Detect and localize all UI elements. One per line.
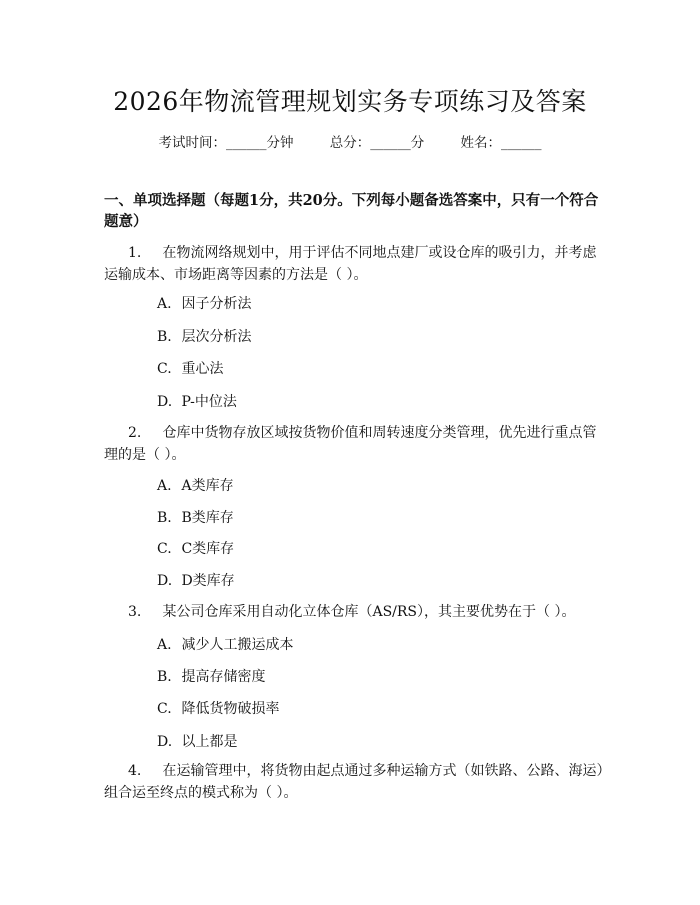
question-number: 3.	[128, 604, 142, 620]
option-text: C类库存	[181, 541, 235, 557]
question-4	[104, 760, 604, 804]
option-3a	[157, 634, 293, 654]
section-heading: 一、单项选择题（每题1分，共20分。下列每小题备选答案中，只有一个符合题意）	[104, 192, 599, 230]
option-1a	[157, 293, 251, 313]
option-text: 提高存储密度	[181, 669, 266, 685]
option-2a	[157, 475, 234, 495]
total-score-field: 总分：______分	[329, 135, 425, 151]
option-3b	[157, 666, 265, 686]
question-text: 在物流网络规划中，用于评估不同地点建厂或设仓库的吸引力，并考虑运输成本、市场距离等因素的方法是（ ）。	[104, 245, 597, 283]
question-text: 仓库中货物存放区域按货物价值和周转速度分类管理，优先进行重点管理的是（ ）。	[104, 425, 597, 463]
option-letter: A.	[157, 296, 172, 312]
option-2b	[157, 507, 234, 527]
option-letter: D.	[157, 573, 173, 589]
option-text: 降低货物破损率	[181, 701, 280, 717]
option-letter: B.	[157, 329, 172, 345]
exam-info	[0, 131, 700, 151]
option-text: 重心法	[181, 361, 224, 377]
option-text: 因子分析法	[181, 296, 252, 312]
option-letter: C.	[157, 541, 172, 557]
option-letter: C.	[157, 701, 172, 717]
document-title: 2026年物流管理规划实务专项练习及答案	[113, 87, 587, 116]
question-number: 4.	[128, 763, 142, 779]
option-3c	[157, 698, 279, 718]
option-2c	[157, 538, 234, 558]
question-3	[104, 601, 604, 623]
question-text: 在运输管理中，将货物由起点通过多种运输方式（如铁路、公路、海运）组合运至终点的模式称为（ ）。	[104, 763, 604, 801]
question-number: 1.	[128, 245, 142, 261]
option-text: P-中位法	[181, 394, 237, 410]
option-1c	[157, 358, 223, 378]
question-2	[104, 422, 604, 466]
option-text: 以上都是	[181, 734, 238, 750]
option-letter: B.	[157, 669, 172, 685]
name-field: 姓名：______	[460, 135, 542, 151]
option-letter: A.	[157, 478, 172, 494]
question-1	[104, 242, 604, 286]
option-text: A类库存	[181, 478, 234, 494]
option-1b	[157, 326, 251, 346]
option-2d	[157, 570, 235, 590]
exam-time-field: 考试时间：______分钟	[158, 135, 294, 151]
question-number: 2.	[128, 425, 142, 441]
option-text: B类库存	[181, 510, 234, 526]
option-3d	[157, 731, 237, 751]
option-text: 层次分析法	[181, 329, 252, 345]
option-letter: A.	[157, 637, 172, 653]
option-text: D类库存	[181, 573, 235, 589]
question-text: 某公司仓库采用自动化立体仓库（AS/RS），其主要优势在于（ ）。	[162, 604, 576, 620]
option-letter: B.	[157, 510, 172, 526]
option-letter: D.	[157, 394, 173, 410]
option-letter: D.	[157, 734, 173, 750]
option-letter: C.	[157, 361, 172, 377]
option-1d	[157, 391, 237, 411]
option-text: 减少人工搬运成本	[181, 637, 294, 653]
